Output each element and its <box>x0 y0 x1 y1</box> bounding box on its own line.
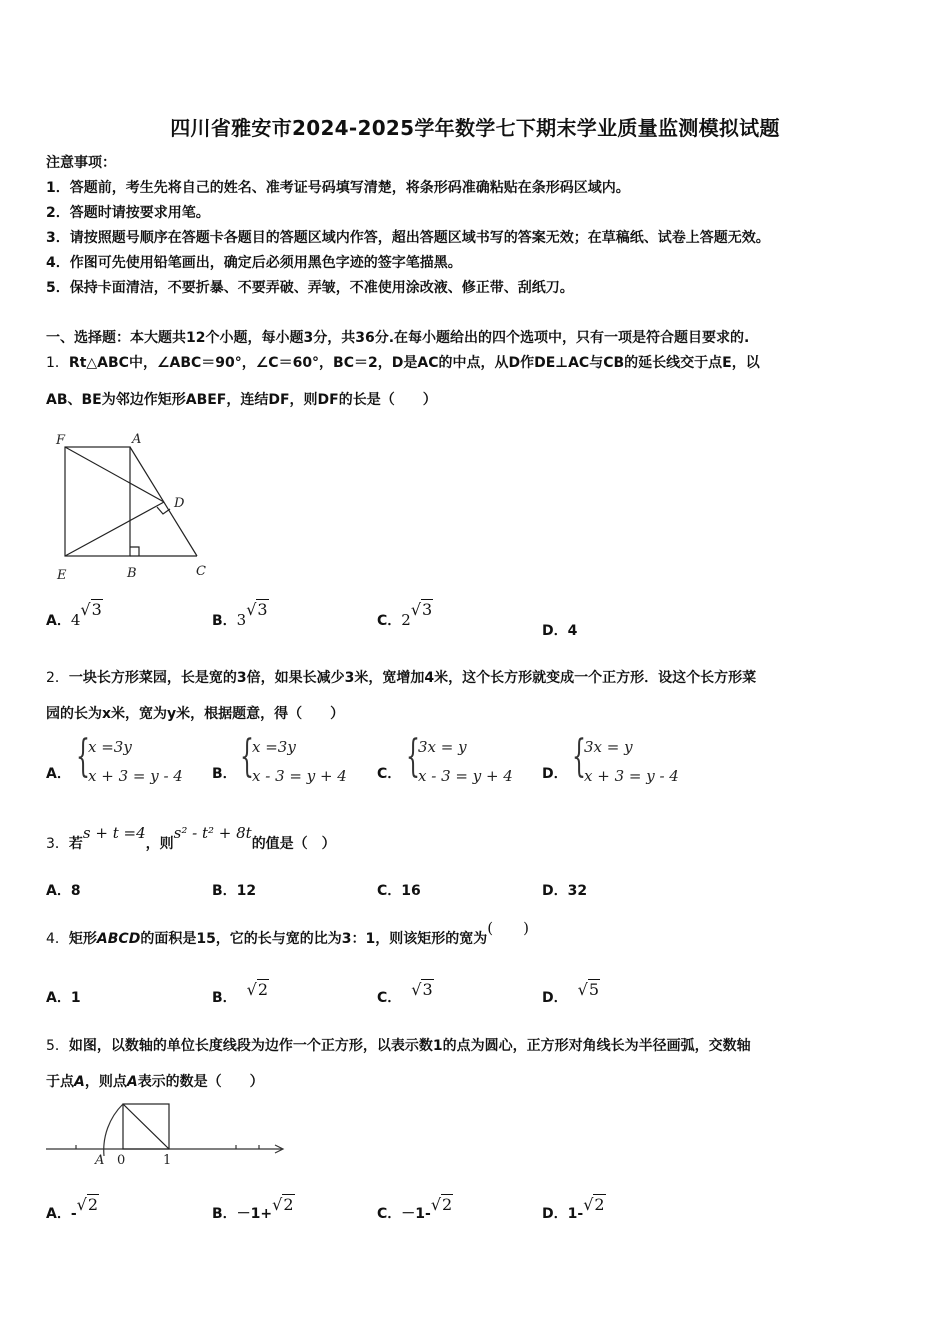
notice-item-4: 4．作图可先使用铅笔画出，确定后必须用黑色字迹的签字笔描黑。 <box>46 255 462 271</box>
question-2-line-1 <box>46 667 756 687</box>
question-2-option-d-label[interactable]: D． <box>542 766 568 782</box>
label-b: B <box>127 566 137 581</box>
question-1-option-a[interactable]: A．4√3 <box>46 600 102 629</box>
question-2-line-2: 园的长为x米，宽为y米，根据题意，得（ ） <box>46 706 345 722</box>
section-heading: 一、选择题：本大题共12个小题，每小题3分，共36分.在每小题给出的四个选项中，只有一项是符合题目要求的. <box>46 330 750 346</box>
right-angle-b <box>130 547 139 556</box>
question-5-text-1: 如图，以数轴的单位长度线段为边作一个正方形，以表示数1的点为圆心，正方形对角线长为半径画弧，交数轴 <box>68 1038 751 1054</box>
notice-item-3: 3．请按照题号顺序在答题卡各题目的答题区域内作答，超出答题区域书写的答案无效；在草稿纸、试卷上答题无效。 <box>46 230 770 246</box>
sqrt-symbol: √3 <box>411 980 433 999</box>
brace-icon: { <box>76 731 90 782</box>
question-3-option-d[interactable]: D．32 <box>542 883 588 899</box>
brace-icon: { <box>240 731 254 782</box>
sqrt-symbol: √3 <box>410 600 433 619</box>
label-d: D <box>174 496 185 511</box>
question-5-number: 5． <box>46 1038 69 1054</box>
sqrt-symbol: √2 <box>76 1195 99 1214</box>
label-f: F <box>56 433 66 448</box>
sqrt-symbol: √2 <box>583 1195 605 1214</box>
label-zero: 0 <box>117 1153 126 1168</box>
question-2-option-d-system[interactable]: 3x = y x + 3 = y - 4 <box>584 738 679 785</box>
question-3-condition: s + t =4 <box>82 824 146 842</box>
notice-item-1: 1．答题前，考生先将自己的姓名、准考证号码填写清楚，将条形码准确粘贴在条形码区域内。 <box>46 180 630 196</box>
question-1-line-1 <box>46 352 760 372</box>
notice-item-5: 5．保持卡面清洁，不要折暴、不要弄破、弄皱，不准使用涂改液、修正带、刮纸刀。 <box>46 280 574 296</box>
question-3-option-a[interactable]: A．8 <box>46 883 81 899</box>
notice-heading: 注意事项： <box>46 155 116 171</box>
arc <box>104 1104 123 1156</box>
question-3-expression: s² - t² + 8t <box>173 824 252 842</box>
question-2-option-b-system[interactable]: x =3y x - 3 = y + 4 <box>252 738 347 785</box>
notice-item-2: 2．答题时请按要求用笔。 <box>46 205 210 221</box>
rectangle-abef <box>65 447 130 556</box>
question-3-line: 3．若s + t =4，则s² - t² + 8t的值是（ ） <box>46 824 336 852</box>
sqrt-symbol: √2 <box>246 980 269 999</box>
label-c: C <box>196 564 206 579</box>
label-a: A <box>95 1153 105 1168</box>
question-2-number: 2． <box>46 670 69 686</box>
question-3-option-b[interactable]: B．12 <box>212 883 257 899</box>
question-1-number: 1． <box>46 355 69 371</box>
brace-icon: { <box>406 731 420 782</box>
segment-de <box>65 502 164 556</box>
segment-df <box>65 447 164 502</box>
brace-icon: { <box>572 731 586 782</box>
question-5-figure <box>44 1098 289 1170</box>
question-2-option-a-system[interactable]: x =3y x + 3 = y - 4 <box>88 738 183 785</box>
question-1-text-1: Rt△ABC中，∠ABC＝90°，∠C＝60°，BC＝2，D是AC的中点，从D作DE⊥AC与CB的延长线交于点E，以 <box>68 355 760 371</box>
question-4-option-d[interactable]: D． √5 <box>542 980 600 1006</box>
question-5-option-d[interactable]: D．1-√2 <box>542 1195 605 1222</box>
question-5-option-c[interactable]: C．－1-√2 <box>377 1195 453 1222</box>
question-5-option-a[interactable]: A．-√2 <box>46 1195 99 1222</box>
label-e: E <box>57 568 67 583</box>
question-2-option-a-label[interactable]: A． <box>46 766 71 782</box>
question-4-option-b[interactable]: B． √2 <box>212 980 269 1006</box>
question-2-option-b-label[interactable]: B． <box>212 766 237 782</box>
question-4-option-a[interactable]: A．1 <box>46 990 81 1006</box>
page-title: 四川省雅安市2024-2025学年数学七下期末学业质量监测模拟试题 <box>170 116 780 140</box>
question-2-text-1: 一块长方形菜园，长是宽的3倍，如果长减少3米，宽增加4米，这个长方形就变成一个正方形．设这个长方形菜 <box>68 670 757 686</box>
question-5-line-2: 于点A，则点A表示的数是（ ） <box>46 1074 264 1090</box>
question-4-option-c[interactable]: C． √3 <box>377 980 433 1006</box>
question-3-option-c[interactable]: C．16 <box>377 883 421 899</box>
question-4-line: 4．矩形ABCD的面积是15，它的长与宽的比为3：1，则该矩形的宽为( ) <box>46 919 530 947</box>
question-1-option-d[interactable]: D．4 <box>542 623 578 639</box>
question-1-figure <box>46 425 226 585</box>
square-diagonal <box>123 1104 169 1149</box>
sqrt-symbol: √5 <box>577 980 600 999</box>
label-a: A <box>132 432 142 447</box>
question-2-option-c-label[interactable]: C． <box>377 766 402 782</box>
question-4-number: 4． <box>46 931 69 947</box>
question-1-option-c[interactable]: C．2√3 <box>377 600 433 629</box>
question-3-number: 3． <box>46 836 69 852</box>
question-1-line-2: AB、BE为邻边作矩形ABEF，连结DF，则DF的长是（ ） <box>46 392 437 408</box>
question-2-option-c-system[interactable]: 3x = y x - 3 = y + 4 <box>418 738 513 785</box>
question-4-paren: ( ) <box>487 919 530 937</box>
sqrt-symbol: √3 <box>80 600 102 619</box>
sqrt-symbol: √2 <box>430 1195 453 1214</box>
question-5-option-b[interactable]: B．－1+√2 <box>212 1195 294 1222</box>
question-1-option-b[interactable]: B．3√3 <box>212 600 268 629</box>
label-one: 1 <box>163 1153 172 1168</box>
sqrt-symbol: √3 <box>246 600 268 619</box>
question-5-line-1 <box>46 1035 751 1055</box>
sqrt-symbol: √2 <box>272 1195 294 1214</box>
